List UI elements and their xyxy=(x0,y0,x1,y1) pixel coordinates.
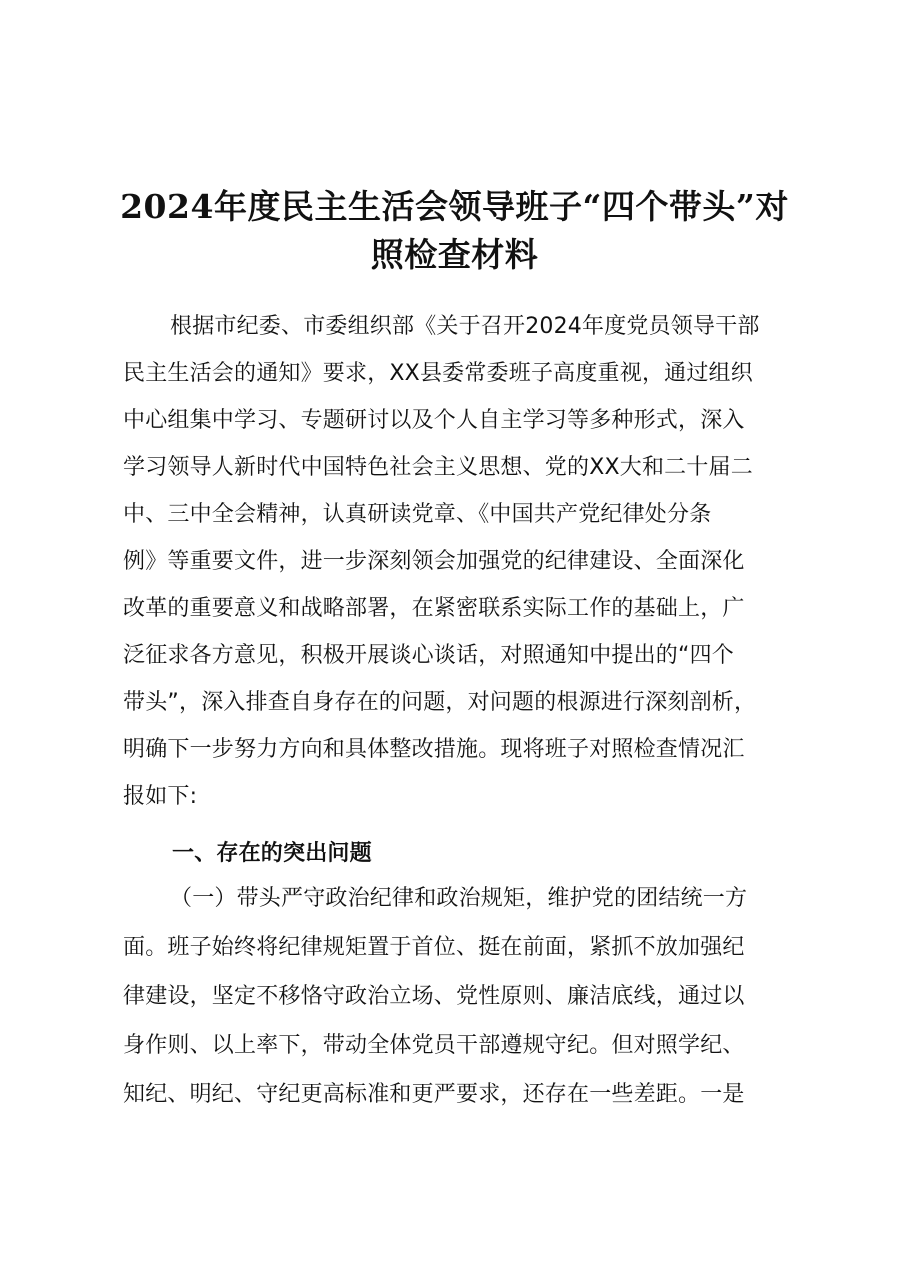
paragraph-line: 律建设，坚定不移恪守政治立场、党性原则、廉洁底线，通过以 xyxy=(123,984,745,1009)
title-line: 2024年度民主生活会领导班子“四个带头”对 xyxy=(120,187,789,226)
title-line: 照检查材料 xyxy=(370,235,539,274)
paragraph-line: 泛征求各方意见，积极开展谈心谈话，对照通知中提出的“四个 xyxy=(123,643,734,668)
paragraph-line: （一）带头严守政治纪律和政治规矩，维护党的团结统一方 xyxy=(170,886,748,911)
paragraph-line: 改革的重要意义和战略部署，在紧密联系实际工作的基础上，广 xyxy=(123,596,745,621)
document-title xyxy=(100,183,809,279)
paragraph-line: 例》等重要文件，进一步深刻领会加强党的纪律建设、全面深化 xyxy=(123,549,745,574)
paragraph-line: 身作则、以上率下，带动全体党员干部遵规守纪。但对照学纪、 xyxy=(123,1033,745,1058)
paragraph-line: 民主生活会的通知》要求，XX县委常委班子高度重视，通过组织 xyxy=(123,361,753,386)
paragraph-line: 带头”，深入排查自身存在的问题，对问题的根源进行深刻剖析， xyxy=(123,690,757,715)
paragraph-line: 根据市纪委、市委组织部《关于召开2024年度党员领导干部 xyxy=(170,314,760,339)
paragraph-line: 知纪、明纪、守纪更高标准和更严要求，还存在一些差距。一是 xyxy=(123,1082,745,1107)
paragraph-line: 明确下一步努力方向和具体整改措施。现将班子对照检查情况汇 xyxy=(123,737,745,762)
paragraph-line: 学习领导人新时代中国特色社会主义思想、党的XX大和二十届二 xyxy=(123,455,753,480)
paragraph-line: 面。班子始终将纪律规矩置于首位、挺在前面，紧抓不放加强纪 xyxy=(123,935,745,960)
paragraph-line: 中、三中全会精神，认真研读党章、《中国共产党纪律处分条 xyxy=(123,502,712,527)
section-heading: 一、存在的突出问题 xyxy=(172,841,372,866)
paragraph-line: 报如下: xyxy=(123,784,198,809)
paragraph-line: 中心组集中学习、专题研讨以及个人自主学习等多种形式，深入 xyxy=(123,408,745,433)
